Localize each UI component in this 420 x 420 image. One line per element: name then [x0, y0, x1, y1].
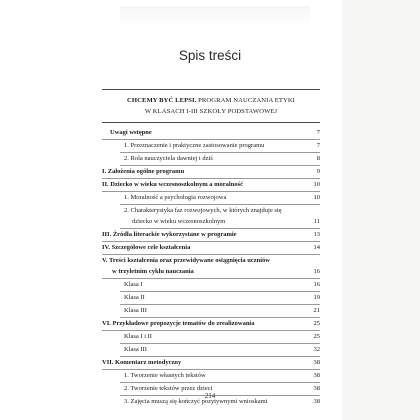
toc-entry-page: 13 — [313, 231, 320, 238]
toc-entry-label: Uwagi wstępne — [110, 129, 152, 136]
toc-entry-page: 10 — [313, 194, 320, 201]
toc-entry-label: 1. Moralność a psychologia rozwojowa — [124, 194, 227, 201]
toc-entry-underline — [120, 382, 320, 383]
toc-entry — [102, 167, 320, 177]
toc-entry — [102, 267, 320, 277]
toc-entry-label: I. Założenia ogólne programu — [102, 168, 185, 175]
toc-entry — [102, 319, 320, 329]
toc-entry-page: 38 — [313, 385, 320, 392]
toc-entry-label: III. Źródła literackie wykorzystane w programie — [102, 231, 237, 238]
toc-entry-page: 9 — [316, 168, 320, 175]
toc-entry-page: 38 — [313, 398, 320, 405]
program-title-rest: PROGRAM NAUCZANIA ETYKI — [196, 97, 295, 104]
toc-entry-underline — [120, 317, 320, 318]
toc-entry-page: 10 — [313, 181, 320, 188]
toc-entry — [102, 371, 320, 381]
toc-entry-page: 8 — [316, 155, 320, 162]
toc-entry-page: 16 — [313, 268, 320, 275]
page-number: 214 — [204, 392, 216, 400]
toc-entry-page: 7 — [316, 129, 320, 136]
toc-entry-underline — [120, 152, 320, 153]
toc-entry-underline — [102, 254, 320, 255]
toc-entry-page: 21 — [313, 307, 320, 314]
toc-entry-label: Klasa II — [124, 294, 145, 301]
toc-entry-page: 11 — [313, 218, 320, 225]
program-title-bold: CHCEMY BYĆ LEPSI. — [127, 97, 197, 104]
toc-entry — [102, 141, 320, 151]
toc-entry-underline — [102, 191, 320, 192]
toc-entry — [102, 280, 320, 290]
toc-entry — [102, 154, 320, 164]
toc-entry-label: dziecko w wieku wczesnoszkolnym — [132, 218, 226, 225]
toc-entry-page: 7 — [316, 142, 320, 149]
toc-entry-label: 2. Charakterystyka faz rozwojowych, w których znajduje się — [124, 207, 282, 214]
toc-entry-underline — [102, 241, 320, 242]
toc-entry-underline — [102, 369, 320, 370]
toc-entry-label: VI. Przykładowe propozycje tematów do zrealizowania — [102, 320, 255, 327]
toc-entry-label: Klasa I i II — [124, 333, 152, 340]
toc-entry-label: 1. Przeznaczenie i praktyczne zastosowanie programu — [124, 142, 265, 149]
toc-entry-label: IV. Szczegółowe cele kształcenia — [102, 244, 191, 251]
toc-entry-label: Klasa I — [124, 281, 143, 288]
toc-entry — [102, 345, 320, 355]
bleed-through-shadow — [120, 6, 310, 28]
toc-entry — [102, 180, 320, 190]
toc-entry-label: Klasa III — [124, 346, 147, 353]
toc-entry-underline — [120, 204, 320, 205]
header-rule-top — [102, 89, 320, 90]
toc-entry-label: 2. Tworzenie tekstów przez dzieci — [124, 385, 213, 392]
toc-entry-underline — [102, 139, 320, 140]
toc-entry — [102, 193, 320, 203]
toc-entry — [102, 332, 320, 342]
program-title-line-2: W KLASACH I-III SZKOŁY PODSTAWOWEJ — [144, 108, 278, 115]
toc-entry-page: 25 — [313, 320, 320, 327]
toc-entry-page: 25 — [313, 333, 320, 340]
toc-entry-underline — [102, 178, 320, 179]
toc-entry-underline — [120, 228, 320, 229]
toc-entry-page: 38 — [313, 372, 320, 379]
toc-entry-page: 14 — [313, 244, 320, 251]
toc-entry — [102, 256, 320, 266]
toc-entry — [102, 217, 320, 227]
toc-entry-underline — [102, 330, 320, 331]
toc-entry — [102, 206, 320, 216]
toc-entry-underline — [120, 304, 320, 305]
toc-entry-label: 1. Tworzenie własnych tekstów — [124, 372, 206, 379]
toc-entry-label: II. Dziecko w wieku wczesnoszkolnym a moralność — [102, 181, 244, 188]
page-title: Spis treści — [178, 48, 242, 63]
toc-entry-label: 3. Zajęcia muszą się kończyć pozytywnymi wnioskami — [124, 398, 268, 405]
toc-entry — [102, 293, 320, 303]
toc-entry-underline — [120, 165, 320, 166]
toc-entry-page: 19 — [313, 294, 320, 301]
page-gutter-shadow — [342, 0, 420, 420]
toc-entry-page: 16 — [313, 281, 320, 288]
toc-entry — [102, 358, 320, 368]
header-rule-bottom — [102, 122, 320, 123]
toc-entry-label: 2. Rola nauczyciela dawniej i dziś — [124, 155, 213, 162]
toc-entry-underline — [102, 278, 320, 279]
toc-entry-label: Klasa III — [124, 307, 147, 314]
toc-entry-label: V. Treści kształcenia oraz przewidywane osiągnięcia uczniów — [102, 257, 270, 264]
toc-entry-label: w trzyletnim cyklu nauczania — [112, 268, 194, 275]
toc-entry — [102, 230, 320, 240]
toc-entry — [102, 128, 320, 138]
toc-entry-label: VII. Komentarz metodyczny — [102, 359, 182, 366]
toc-entry — [102, 243, 320, 253]
toc-entry-underline — [120, 356, 320, 357]
toc-entry — [102, 306, 320, 316]
toc-entry-page: 32 — [313, 346, 320, 353]
toc-entry-underline — [120, 291, 320, 292]
toc-entry-page: 38 — [313, 359, 320, 366]
toc-entry-underline — [120, 343, 320, 344]
